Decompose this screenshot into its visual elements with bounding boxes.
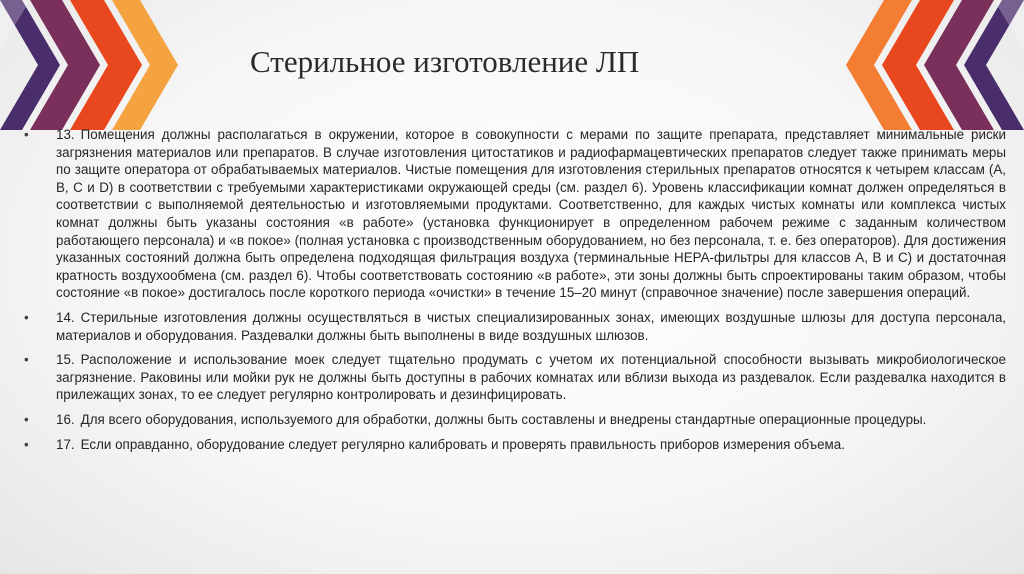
item-number: 16. [56,411,75,427]
item-text: Стерильные изготовления должны осуществляться в чистых специализированных зонах, имеющих воздушные шлюзы для доступа персонала, материалов и оборудования. Раздевалки должны быть выполнены в виде воздушных шлюзов. [56,309,1006,343]
bullet-glyph: • [24,436,29,452]
bullet-list [10,126,1006,460]
item-text: Для всего оборудования, используемого для обработки, должны быть составлены и внедрены стандартные операционные процедуры. [80,411,927,427]
item-number: 17. [56,436,75,452]
item-number: 14. [56,309,75,325]
item-number: 15. [56,352,75,368]
bullet-glyph: • [24,309,29,325]
list-item [10,351,1006,404]
bullet-glyph: • [24,127,29,142]
list-item [10,309,1006,344]
list-item [10,436,1006,454]
bullet-glyph: • [24,411,29,427]
slide-title: Стерильное изготовление ЛП [250,44,640,79]
item-text: Помещения должны располагаться в окружении, которое в совокупности с мерами по защите препарата, представляет минимальные риски загрязнения материалов или препаратов. В случае изготовления цитостатиков и радиофармацевтических препаратов следует также принимать меры по защите оператора от обрабатываемых материалов. Чистые помещения для изготовления стерильных препаратов относятся к четырем классам (A, B, C и D) в соответствии с требуемыми характеристиками окружающей среды (см. раздел 6). Уровень классификации комнат должен определяться в соответствии с выполняемой деятельностью и изготовляемыми продуктами. Соответственно, для каждых чистых комнаты или комплекса чистых комнат должны быть указаны состояния «в работе» (установка функционирует в определенном рабочем режиме с заданным количеством работающего персонала) и «в покое» (полная установка с производственным оборудованием, но без персонала, т. е. без операторов). Для достижения указанных состояний должна быть определена подходящая фильтрация воздуха (терминальные HEPA-фильтры для классов A, B и C) и достаточная кратность воздухообмена (см. раздел 6). Чтобы соответствовать состоянию «в работе», эти зоны должны быть спроектированы таким образом, чтобы состояние «в покое» достигалось после короткого периода «очистки» в течение 15–20 минут (справочное значение) после завершения операций. [56,127,1006,301]
chevron-pattern-right-icon [824,0,1024,130]
item-number: 13. [56,127,75,142]
item-text: Расположение и использование моек следует тщательно продумать с учетом их потенциальной способности вызывать микробиологическое загрязнение. Раковины или мойки рук не должны быть доступны в рабочих комнатах или вблизи выхода из раздевалок. Если раздевалка находится в прилежащих зонах, то ее следует регулярно контролировать и дезинфицировать. [56,352,1006,403]
bullet-glyph: • [24,352,29,368]
item-text: Если оправданно, оборудование следует регулярно калибровать и проверять правильность приборов измерения объема. [80,436,845,452]
chevron-pattern-left-icon [0,0,200,130]
list-item [10,411,1006,429]
list-item [10,126,1006,302]
